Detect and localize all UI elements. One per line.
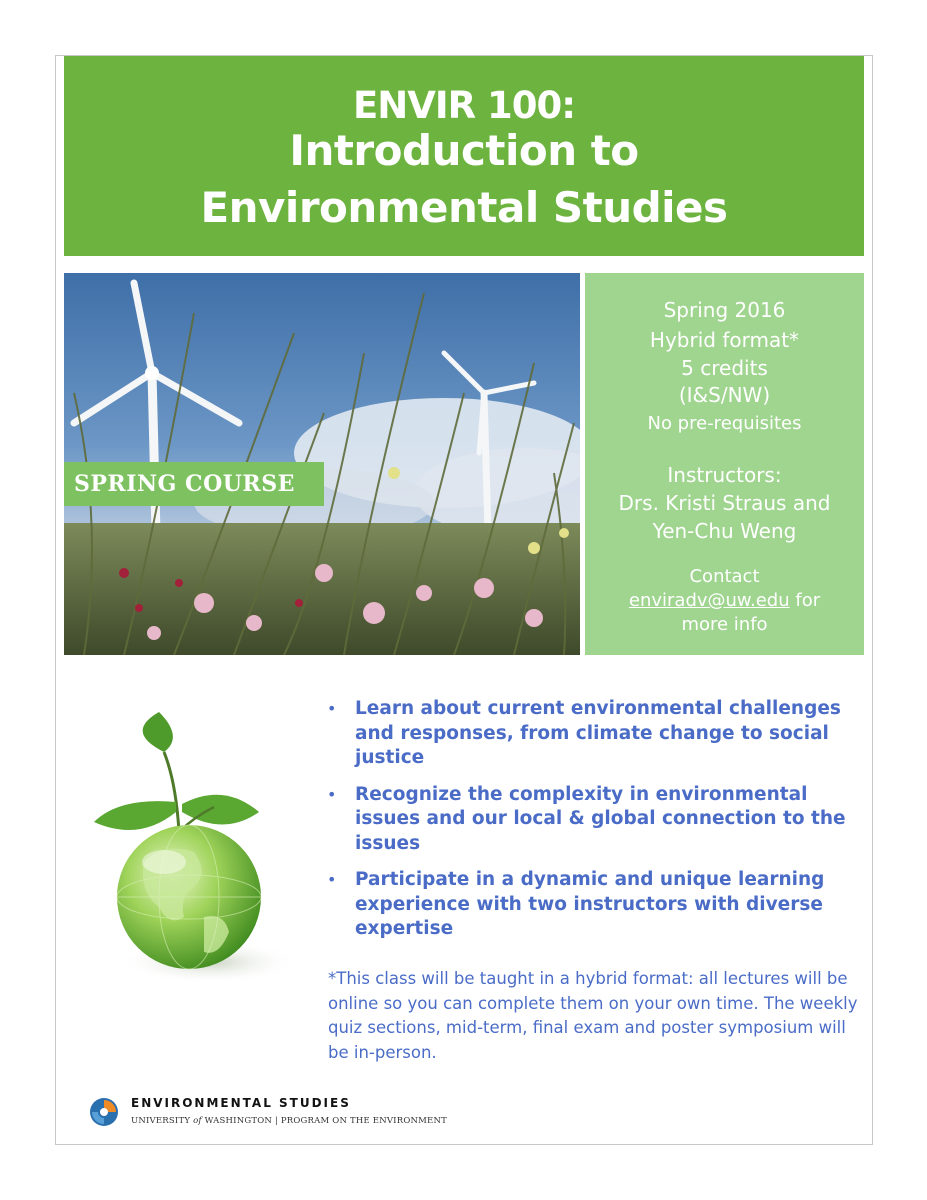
bullet-icon: • [327, 784, 337, 804]
subtitle-part1: UNIVERSITY [131, 1116, 194, 1126]
environmental-studies-logo [88, 1092, 488, 1132]
bullet-icon: • [327, 870, 337, 889]
course-info-box [585, 273, 864, 655]
program-subtitle [131, 1116, 447, 1126]
hybrid-format-note: *This class will be taught in a hybrid format: all lectures will be online so you can complete them on your own time. The weekly quiz sections, mid-term, final exam and poster symposium will be in-person. [328, 969, 858, 1062]
subtitle-of: of [193, 1116, 202, 1126]
leaf-globe-image [84, 712, 304, 1002]
title-banner [64, 56, 864, 256]
prerequisites: No pre-requisites [647, 413, 802, 434]
list-item [325, 783, 855, 857]
list-item [325, 697, 855, 771]
contact-suffix: for [789, 590, 821, 611]
contact-label: Contact [689, 566, 760, 587]
term: Spring 2016 [663, 298, 786, 322]
list-item [325, 868, 855, 942]
subtitle-part2: WASHINGTON | PROGRAM ON THE ENVIRONMENT [201, 1116, 447, 1126]
instructors-line1: Drs. Kristi Straus and [618, 491, 831, 515]
contact-line [585, 590, 864, 611]
format: Hybrid format* [649, 328, 800, 352]
bullet-icon: • [327, 699, 337, 718]
bullet-text: Recognize the complexity in environmental issues and our local & global connection to the issues [355, 783, 846, 854]
areas: (I&S/NW) [678, 383, 771, 407]
contact-email-link[interactable]: enviradv@uw.edu [628, 590, 790, 611]
bullet-text: Learn about current environmental challenges and responses, from climate change to social justice [355, 698, 841, 768]
bullet-text: Participate in a dynamic and unique learning experience with two instructors with diverse expertise [355, 869, 825, 939]
instructors-label: Instructors: [667, 463, 782, 487]
credits: 5 credits [681, 356, 768, 380]
course-code: ENVIR 100: [352, 84, 576, 127]
program-logo-icon [88, 1096, 120, 1128]
spring-course-tag: SPRING COURSE [64, 462, 324, 506]
course-title-line2: Environmental Studies [200, 183, 728, 232]
instructors-line2: Yen-Chu Weng [652, 519, 797, 543]
learning-outcomes-list [325, 697, 855, 954]
course-title-line1: Introduction to [289, 126, 639, 175]
program-name: ENVIRONMENTAL STUDIES [131, 1096, 351, 1110]
contact-more: more info [681, 614, 768, 635]
